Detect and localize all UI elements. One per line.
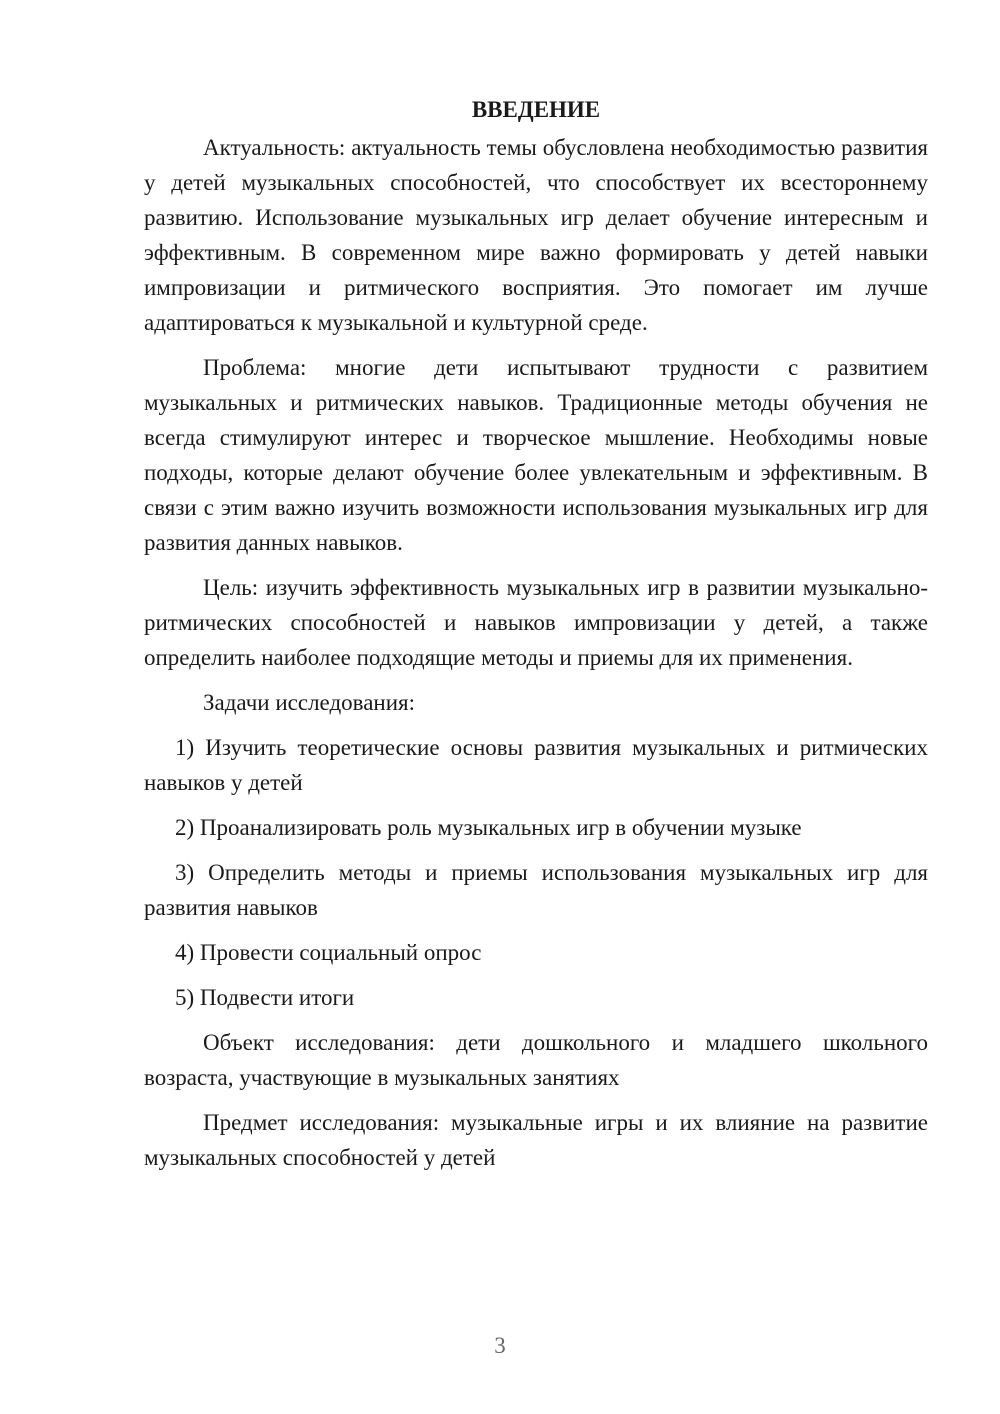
- paragraph-subject: Предмет исследования: музыкальные игры и их влияние на развитие музыкальных способностей у детей: [144, 1110, 928, 1170]
- task-item: 2) Проанализировать роль музыкальных игр в обучении музыке: [175, 815, 802, 840]
- tasks-heading: Задачи исследования:: [203, 690, 416, 715]
- task-item: 1) Изучить теоретические основы развития музыкальных и ритмических навыков у детей: [144, 735, 928, 795]
- paragraph-relevance: Актуальность: актуальность темы обусловлена необходимостью развития у детей музыкальных способностей, что способствует их всестороннему развитию. Использование музыкальных игр делает обучение интересным и эффективным. В современном мире важно формировать у детей навыки импровизации и ритмического восприятия. Это помогает им лучше адаптироваться к музыкальной и культурной среде.: [144, 135, 928, 335]
- task-item: 4) Провести социальный опрос: [175, 940, 482, 965]
- paragraph-object: Объект исследования: дети дошкольного и младшего школьного возраста, участвующие в музыкальных занятиях: [144, 1030, 928, 1090]
- page-content: [144, 92, 928, 1185]
- paragraph-goal: Цель: изучить эффективность музыкальных игр в развитии музыкально-ритмических способностей и навыков импровизации у детей, а также определить наиболее подходящие методы и приемы для их применения.: [144, 575, 928, 670]
- paragraph-problem: Проблема: многие дети испытывают трудности с развитием музыкальных и ритмических навыков. Традиционные методы обучения не всегда стимулируют интерес и творческое мышление. Необходимы новые подходы, которые делают обучение более увлекательным и эффективным. В связи с этим важно изучить возможности использования музыкальных игр для развития данных навыков.: [144, 355, 928, 555]
- page-number: 3: [494, 1333, 506, 1358]
- task-item: 3) Определить методы и приемы использования музыкальных игр для развития навыков: [144, 860, 928, 920]
- task-item: 5) Подвести итоги: [175, 985, 355, 1010]
- section-heading: ВВЕДЕНИЕ: [471, 97, 601, 122]
